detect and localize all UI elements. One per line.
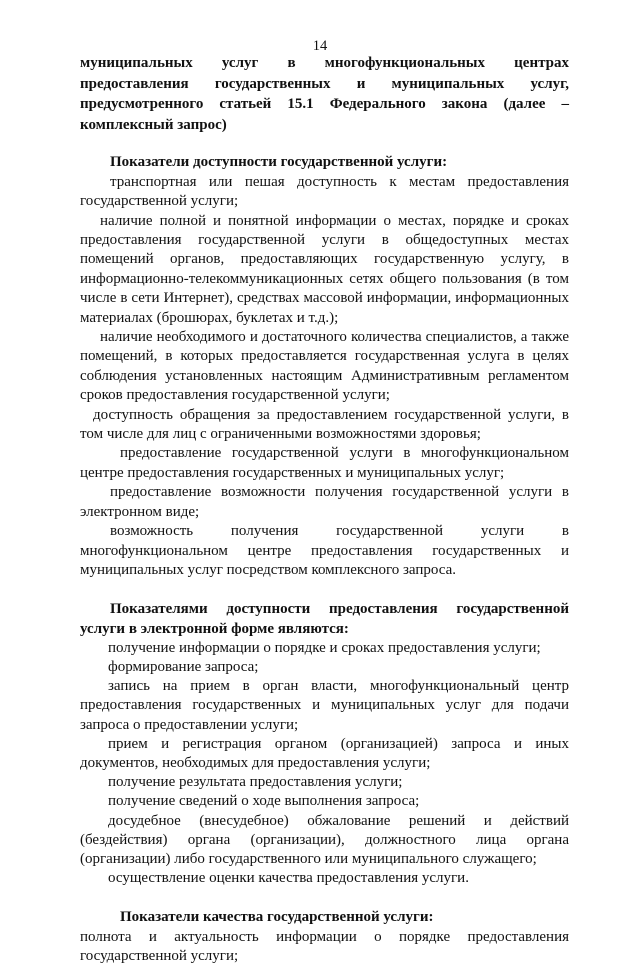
electronic-item: формирование запроса; xyxy=(108,658,259,675)
electronic-item: запись на прием в орган власти, многофункциональный центр предоставления государственных и муниципальных услуг для подачи запроса о предоставлении услуги; xyxy=(80,678,569,733)
accessibility-item: наличие необходимого и достаточного количества специалистов, а также помещений, в которых предоставляется государственная услуга в целях соблюдения установленных настоящим Административным регламентом сроков предоставления государственной услуги; xyxy=(80,329,569,404)
accessibility-item: предоставление государственной услуги в многофункциональном центре предоставления государственных и муниципальных услуг; xyxy=(80,445,569,481)
accessibility-item: транспортная или пешая доступность к местам предоставления государственной услуги; xyxy=(80,173,569,210)
page-content xyxy=(80,53,569,967)
electronic-item: получение сведений о ходе выполнения запроса; xyxy=(108,793,420,810)
electronic-item: осуществление оценки качества предоставления услуги. xyxy=(108,870,469,887)
section-heading-accessibility: Показатели доступности государственной услуги: xyxy=(110,154,448,171)
accessibility-item: возможность получения государственной услуги в многофункциональном центре предоставления государственных и муниципальных услуг посредством комплексного запроса. xyxy=(80,523,569,578)
page-number: 14 xyxy=(312,38,328,54)
section-heading-electronic: Показателями доступности предоставления государственной услуги в электронной форме являются: xyxy=(80,601,569,637)
section-heading-quality: Показатели качества государственной услуги: xyxy=(120,909,434,926)
intro-paragraph: муниципальных услуг в многофункциональных центрах предоставления государственных и муниципальных услуг, предусмотренного статьей 15.1 Федерального закона (далее – комплексный запрос) xyxy=(80,55,569,133)
electronic-item: получение информации о порядке и сроках предоставления услуги; xyxy=(108,639,541,656)
quality-item: полнота и актуальность информации о порядке предоставления государственной услуги; xyxy=(80,928,569,965)
accessibility-item: предоставление возможности получения государственной услуги в электронном виде; xyxy=(80,484,569,520)
accessibility-item: наличие полной и понятной информации о местах, порядке и сроках предоставления государственной услуги в общедоступных местах помещений органов, предоставляющих государственную услугу, в информационно-телекоммуникационных сетях общего пользования (в том числе в сети Интернет), средствах массовой информации, информационных материалах (брошюрах, буклетах и т.д.); xyxy=(80,212,569,326)
electronic-item: прием и регистрация органом (организацией) запроса и иных документов, необходимых для предоставления услуги; xyxy=(80,735,569,771)
accessibility-item: доступность обращения за предоставлением государственной услуги, в том числе для лиц с ограниченными возможностями здоровья; xyxy=(80,406,569,443)
electronic-item: досудебное (внесудебное) обжалование решений и действий (бездействия) органа (организации), должностного лица органа (организации) либо государственного или муниципального служащего; xyxy=(80,812,569,867)
section-quality xyxy=(80,908,569,966)
electronic-item: получение результата предоставления услуги; xyxy=(108,774,403,791)
section-accessibility xyxy=(80,153,569,580)
section-electronic xyxy=(80,600,569,888)
